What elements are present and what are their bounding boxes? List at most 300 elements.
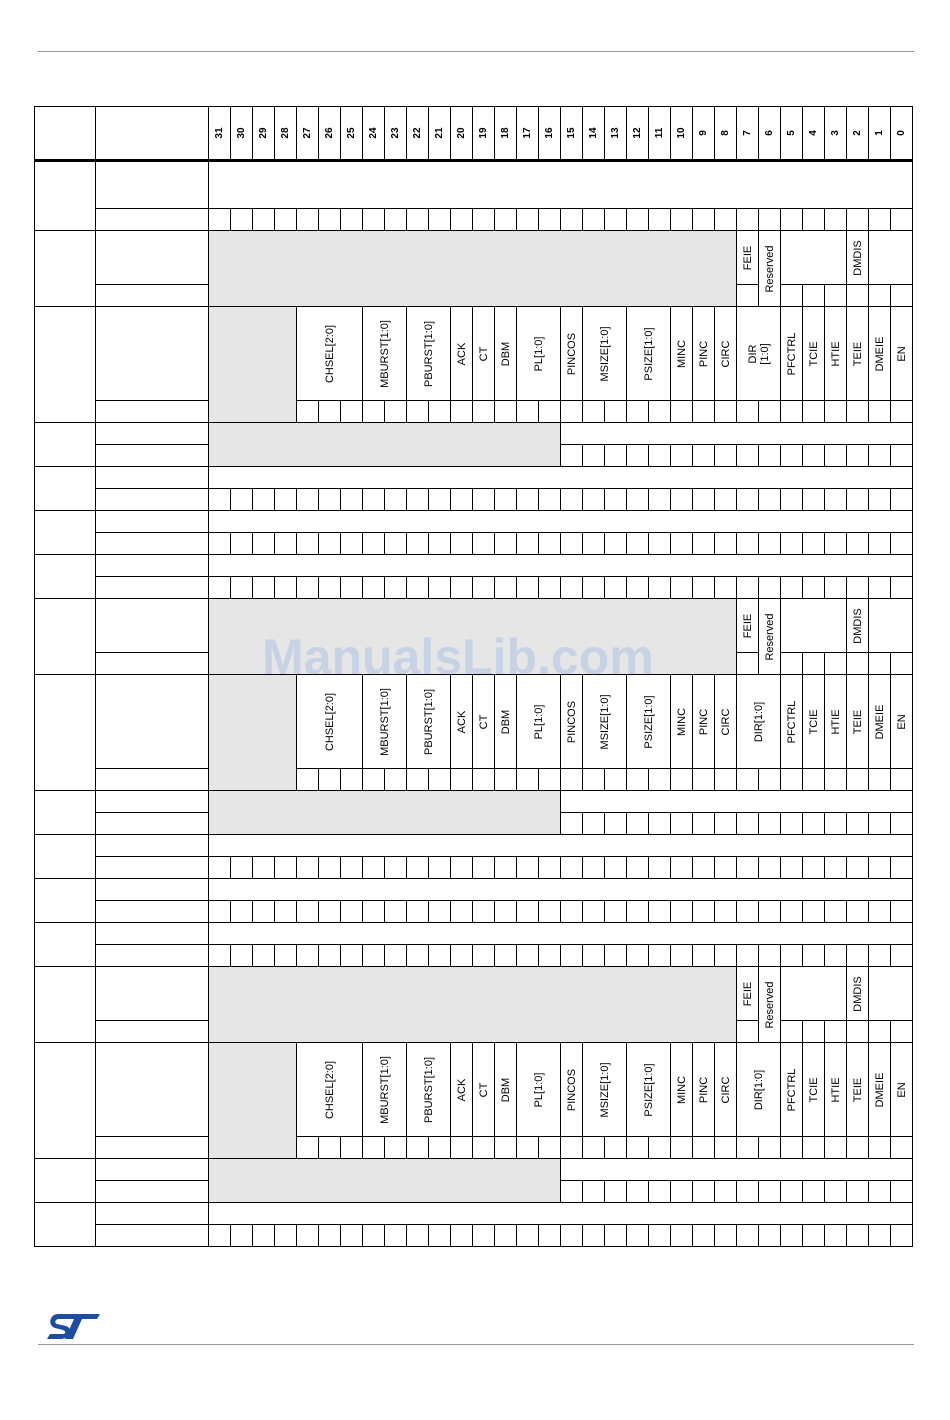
bit-number-header (275, 107, 297, 161)
reset-bit-cell (627, 577, 649, 599)
bitfield-cell (847, 675, 869, 769)
register-header (96, 107, 209, 161)
reset-bit-cell (297, 577, 319, 599)
reset-bit-cell (847, 901, 869, 923)
reset-bit-cell (341, 1225, 363, 1247)
reset-bit-cell (671, 857, 693, 879)
reset-bit-cell (693, 209, 715, 231)
reset-bit-cell (891, 653, 913, 675)
bitfield-label: EN (895, 345, 908, 362)
bit-number-header (605, 107, 627, 161)
bitfield-cell (781, 675, 803, 769)
reset-bit-cell (407, 533, 429, 555)
reset-bit-cell (539, 489, 561, 511)
bitfield-label: CT (477, 346, 490, 361)
reset-bit-cell (407, 769, 429, 791)
fifo-status-field (781, 967, 847, 1021)
bitfield-label: MINC (675, 707, 688, 736)
reset-bit-cell (385, 769, 407, 791)
table-row (35, 511, 913, 533)
bit-number-header (649, 107, 671, 161)
reset-bit-cell (495, 857, 517, 879)
reset-bit-cell (561, 769, 583, 791)
reset-bit-cell (605, 857, 627, 879)
table-row (35, 675, 913, 769)
reset-bit-cell (627, 1225, 649, 1247)
bitfield-cell (825, 1043, 847, 1137)
reset-bit-cell (451, 533, 473, 555)
bitfield-cell (407, 307, 451, 401)
reset-bit-cell (473, 533, 495, 555)
reset-bit-cell (583, 1225, 605, 1247)
reset-bit-cell (649, 489, 671, 511)
reset-bit-cell (451, 945, 473, 967)
reset-bit-cell (561, 445, 583, 467)
reset-bit-cell (539, 401, 561, 423)
bitfield-label: MSIZE[1:0] (598, 693, 611, 750)
reset-bit-cell (319, 209, 341, 231)
register-name-cell (96, 231, 209, 285)
reset-bit-cell (715, 901, 737, 923)
reset-bit-cell (363, 401, 385, 423)
reset-bit-cell (231, 901, 253, 923)
reset-bit-cell (627, 901, 649, 923)
offset-cell (35, 555, 96, 599)
reset-bit-cell (275, 945, 297, 967)
reset-bit-cell (363, 945, 385, 967)
bit-number: 7 (741, 130, 753, 136)
reset-bit-cell (429, 901, 451, 923)
reset-bit-cell (407, 901, 429, 923)
bit-number-header (561, 107, 583, 161)
ndt-field (561, 791, 913, 813)
bitfield-label: ACK (455, 710, 468, 733)
reset-bit-cell (825, 901, 847, 923)
reset-bit-cell (869, 445, 891, 467)
bit-number: 16 (543, 127, 555, 139)
reset-bit-cell (561, 857, 583, 879)
reset-bit-cell (451, 1225, 473, 1247)
reset-bit-cell (539, 945, 561, 967)
bit-number-header (495, 107, 517, 161)
reset-bit-cell (781, 1137, 803, 1159)
reserved-block (209, 231, 737, 307)
reset-bit-cell (737, 1225, 759, 1247)
bitfield-label: CHSEL[2:0] (323, 1060, 336, 1119)
reset-bit-cell (341, 489, 363, 511)
reset-bit-cell (649, 401, 671, 423)
reset-bit-cell (649, 857, 671, 879)
bitfield-label: PFCTRL (785, 1068, 798, 1111)
reset-bit-cell (605, 1181, 627, 1203)
bit-number: 24 (367, 127, 379, 139)
reset-bit-cell (605, 401, 627, 423)
reset-bit-cell (781, 813, 803, 835)
bitfield-label: TEIE (851, 1077, 864, 1102)
reset-bit-cell (539, 209, 561, 231)
reset-bit-cell (561, 489, 583, 511)
reset-bit-cell (275, 857, 297, 879)
reset-bit-cell (627, 445, 649, 467)
reset-bit-cell (605, 901, 627, 923)
reset-bit-cell (737, 653, 759, 675)
bitfield-cell (297, 307, 363, 401)
reset-value-label (96, 533, 209, 555)
reset-bit-cell (473, 857, 495, 879)
register-name-cell (96, 1203, 209, 1225)
reset-bit-cell (209, 533, 231, 555)
feie-label: FEIE (741, 613, 754, 638)
bit-number-header (473, 107, 495, 161)
reset-bit-cell (517, 401, 539, 423)
reset-bit-cell (671, 1137, 693, 1159)
bit-number: 20 (455, 127, 467, 139)
reset-bit-cell (803, 1137, 825, 1159)
reset-bit-cell (671, 769, 693, 791)
reset-bit-cell (715, 1137, 737, 1159)
bitfield-label: MBURST[1:0] (378, 319, 391, 388)
reset-bit-cell (715, 489, 737, 511)
register-map-body (35, 107, 913, 1247)
reset-bit-cell (781, 901, 803, 923)
reset-bit-cell (627, 813, 649, 835)
bit-number-header (737, 107, 759, 161)
reserved-block (209, 423, 561, 467)
reset-bit-cell (627, 857, 649, 879)
watermark: ManualsLib.com (262, 629, 654, 685)
reset-bit-cell (385, 577, 407, 599)
offset-cell (35, 1043, 96, 1159)
reset-bit-cell (517, 1225, 539, 1247)
reset-bit-cell (539, 769, 561, 791)
bitfield-label: PSIZE[1:0] (642, 326, 655, 381)
reset-bit-cell (627, 489, 649, 511)
reset-bit-cell (253, 577, 275, 599)
bitfield-cell (671, 307, 693, 401)
reset-bit-cell (825, 769, 847, 791)
reset-bit-cell (891, 401, 913, 423)
reset-bit-cell (847, 1021, 869, 1043)
reset-bit-cell (561, 209, 583, 231)
bit-number: 5 (785, 130, 797, 136)
register-field-span (209, 467, 913, 489)
bitfield-cell (781, 307, 803, 401)
reset-bit-cell (825, 945, 847, 967)
reset-bit-cell (407, 401, 429, 423)
bitfield-cell (737, 1043, 781, 1137)
reset-bit-cell (891, 1021, 913, 1043)
reset-bit-cell (473, 1225, 495, 1247)
dmdis-label: DMDIS (851, 975, 864, 1012)
reset-bit-cell (209, 577, 231, 599)
reset-bit-cell (737, 577, 759, 599)
reserved-bit-6 (759, 967, 781, 1043)
reset-bit-cell (781, 1021, 803, 1043)
reset-bit-cell (825, 1137, 847, 1159)
reset-bit-cell (627, 769, 649, 791)
reset-bit-cell (319, 769, 341, 791)
reset-bit-cell (671, 401, 693, 423)
reset-bit-cell (891, 533, 913, 555)
reset-bit-cell (759, 857, 781, 879)
reset-bit-cell (297, 901, 319, 923)
reset-bit-cell (275, 1225, 297, 1247)
feie-field (737, 231, 759, 285)
fifo-threshold-field (869, 599, 913, 653)
reset-bit-cell (869, 401, 891, 423)
bit-number: 21 (433, 127, 445, 139)
bitfield-label: EN (895, 713, 908, 730)
reset-bit-cell (473, 769, 495, 791)
bitfield-label: EN (895, 1081, 908, 1098)
reset-bit-cell (671, 489, 693, 511)
bitfield-cell (781, 1043, 803, 1137)
fifo-threshold-field (869, 231, 913, 285)
reset-bit-cell (891, 209, 913, 231)
bitfield-cell (363, 675, 407, 769)
bitfield-cell (825, 307, 847, 401)
feie-field (737, 967, 759, 1021)
reset-bit-cell (803, 533, 825, 555)
reset-bit-cell (649, 1137, 671, 1159)
bitfield-cell (869, 307, 891, 401)
reset-bit-cell (693, 577, 715, 599)
reset-value-label (96, 489, 209, 511)
reset-bit-cell (671, 945, 693, 967)
reset-bit-cell (627, 1181, 649, 1203)
fifo-status-field (781, 599, 847, 653)
bit-number-header (583, 107, 605, 161)
bitfield-label: PFCTRL (785, 700, 798, 743)
reset-bit-cell (429, 1225, 451, 1247)
reset-bit-cell (605, 445, 627, 467)
reset-bit-cell (693, 489, 715, 511)
offset-cell (35, 467, 96, 511)
reset-bit-cell (341, 209, 363, 231)
reset-bit-cell (385, 489, 407, 511)
bitfield-cell (847, 1043, 869, 1137)
reset-bit-cell (363, 577, 385, 599)
reset-bit-cell (737, 1137, 759, 1159)
reset-bit-cell (869, 1181, 891, 1203)
bitfield-label: DMEIE (873, 1072, 886, 1107)
reset-bit-cell (869, 901, 891, 923)
reset-bit-cell (561, 1181, 583, 1203)
reset-bit-cell (231, 209, 253, 231)
bitfield-cell (803, 307, 825, 401)
table-row (35, 967, 913, 1021)
reset-bit-cell (781, 209, 803, 231)
reset-bit-cell (341, 1137, 363, 1159)
reset-bit-cell (847, 285, 869, 307)
bit-number-header (429, 107, 451, 161)
reset-bit-cell (407, 1225, 429, 1247)
reset-bit-cell (803, 285, 825, 307)
reset-bit-cell (737, 901, 759, 923)
reset-bit-cell (693, 813, 715, 835)
table-row (35, 577, 913, 599)
reset-bit-cell (319, 857, 341, 879)
bitfield-cell (561, 675, 583, 769)
reset-bit-cell (473, 209, 495, 231)
reset-bit-cell (385, 533, 407, 555)
bitfield-label: CHSEL[2:0] (323, 692, 336, 751)
reset-bit-cell (253, 489, 275, 511)
feie-field (737, 599, 759, 653)
reset-bit-cell (209, 901, 231, 923)
bitfield-label: TCIE (807, 340, 820, 367)
reset-bit-cell (891, 577, 913, 599)
bitfield-cell (693, 1043, 715, 1137)
reset-bit-cell (297, 857, 319, 879)
reset-bit-cell (561, 813, 583, 835)
reset-bit-cell (847, 209, 869, 231)
bitfield-label: MSIZE[1:0] (598, 1061, 611, 1118)
bitfield-label: PL[1:0] (532, 336, 545, 371)
fifo-threshold-field (869, 967, 913, 1021)
reset-bit-cell (275, 533, 297, 555)
top-rule (38, 51, 914, 52)
reset-bit-cell (781, 533, 803, 555)
table-row (35, 769, 913, 791)
reset-value-label (96, 1137, 209, 1159)
bit-number-header (319, 107, 341, 161)
reset-bit-cell (693, 1137, 715, 1159)
reset-bit-cell (495, 945, 517, 967)
reset-bit-cell (495, 901, 517, 923)
reset-bit-cell (693, 1225, 715, 1247)
reset-bit-cell (209, 945, 231, 967)
reset-bit-cell (847, 401, 869, 423)
bit-number-header (209, 107, 231, 161)
reset-bit-cell (869, 653, 891, 675)
reset-bit-cell (583, 1181, 605, 1203)
reset-bit-cell (869, 577, 891, 599)
reset-bit-cell (715, 945, 737, 967)
bitfield-label: ACK (455, 342, 468, 365)
bit-number-header (869, 107, 891, 161)
reset-bit-cell (759, 401, 781, 423)
reset-bit-cell (319, 1225, 341, 1247)
bit-number-header (671, 107, 693, 161)
bitfield-cell (561, 1043, 583, 1137)
reset-bit-cell (297, 209, 319, 231)
reset-bit-cell (891, 445, 913, 467)
reset-bit-cell (869, 1225, 891, 1247)
reset-value-label (96, 769, 209, 791)
reset-bit-cell (715, 769, 737, 791)
reset-bit-cell (737, 533, 759, 555)
bit-number-header (297, 107, 319, 161)
reset-bit-cell (847, 857, 869, 879)
bit-number: 30 (235, 127, 247, 139)
reset-bit-cell (319, 489, 341, 511)
reset-bit-cell (275, 901, 297, 923)
reset-value-label (96, 209, 209, 231)
offset-cell (35, 599, 96, 675)
bitfield-cell (627, 675, 671, 769)
reset-bit-cell (473, 577, 495, 599)
reset-bit-cell (737, 285, 759, 307)
table-row (35, 1159, 913, 1181)
reset-bit-cell (539, 901, 561, 923)
reset-bit-cell (517, 1137, 539, 1159)
reset-bit-cell (363, 1225, 385, 1247)
reset-bit-cell (891, 1137, 913, 1159)
bitfield-label: ACK (455, 1078, 468, 1101)
reset-bit-cell (583, 401, 605, 423)
table-row (35, 923, 913, 945)
register-map-table (34, 106, 913, 1247)
bit-number: 3 (829, 130, 841, 136)
reset-value-label (96, 401, 209, 423)
reset-bit-cell (209, 209, 231, 231)
bitfield-label: DIR[1:0] (752, 1069, 765, 1110)
reset-bit-cell (319, 577, 341, 599)
reset-bit-cell (825, 285, 847, 307)
bitfield-cell (473, 675, 495, 769)
reset-bit-cell (825, 1021, 847, 1043)
reset-bit-cell (583, 813, 605, 835)
bit-number-header (253, 107, 275, 161)
table-row (35, 307, 913, 401)
register-name-cell (96, 599, 209, 653)
register-name-cell (96, 1043, 209, 1137)
bitfield-label: PINC (697, 1076, 710, 1103)
reset-bit-cell (715, 1225, 737, 1247)
reset-bit-cell (297, 945, 319, 967)
bit-number-header (781, 107, 803, 161)
reset-bit-cell (363, 901, 385, 923)
bitfield-label: MSIZE[1:0] (598, 325, 611, 382)
reset-bit-cell (473, 901, 495, 923)
bitfield-cell (803, 675, 825, 769)
reset-bit-cell (473, 401, 495, 423)
reset-bit-cell (583, 901, 605, 923)
reset-bit-cell (891, 1225, 913, 1247)
reset-bit-cell (495, 489, 517, 511)
bitfield-cell (407, 1043, 451, 1137)
bitfield-cell (627, 1043, 671, 1137)
bit-number: 1 (873, 130, 885, 136)
reset-bit-cell (319, 901, 341, 923)
reset-bit-cell (429, 769, 451, 791)
reset-bit-cell (605, 945, 627, 967)
reset-bit-cell (517, 533, 539, 555)
bit-number-header (517, 107, 539, 161)
reset-bit-cell (539, 857, 561, 879)
reset-bit-cell (407, 857, 429, 879)
reset-value-label (96, 813, 209, 835)
bit-number-header (407, 107, 429, 161)
table-row (35, 835, 913, 857)
reset-bit-cell (275, 489, 297, 511)
reset-bit-cell (627, 1137, 649, 1159)
register-name-cell (96, 879, 209, 901)
reset-bit-cell (803, 813, 825, 835)
reset-bit-cell (649, 813, 671, 835)
reserved-block (209, 1043, 297, 1159)
reset-bit-cell (825, 577, 847, 599)
bitfield-cell (583, 1043, 627, 1137)
table-row (35, 1043, 913, 1137)
reset-value-label (96, 1181, 209, 1203)
reset-bit-cell (803, 769, 825, 791)
bitfield-cell (825, 675, 847, 769)
reset-bit-cell (891, 285, 913, 307)
reset-bit-cell (847, 577, 869, 599)
reset-bit-cell (693, 401, 715, 423)
